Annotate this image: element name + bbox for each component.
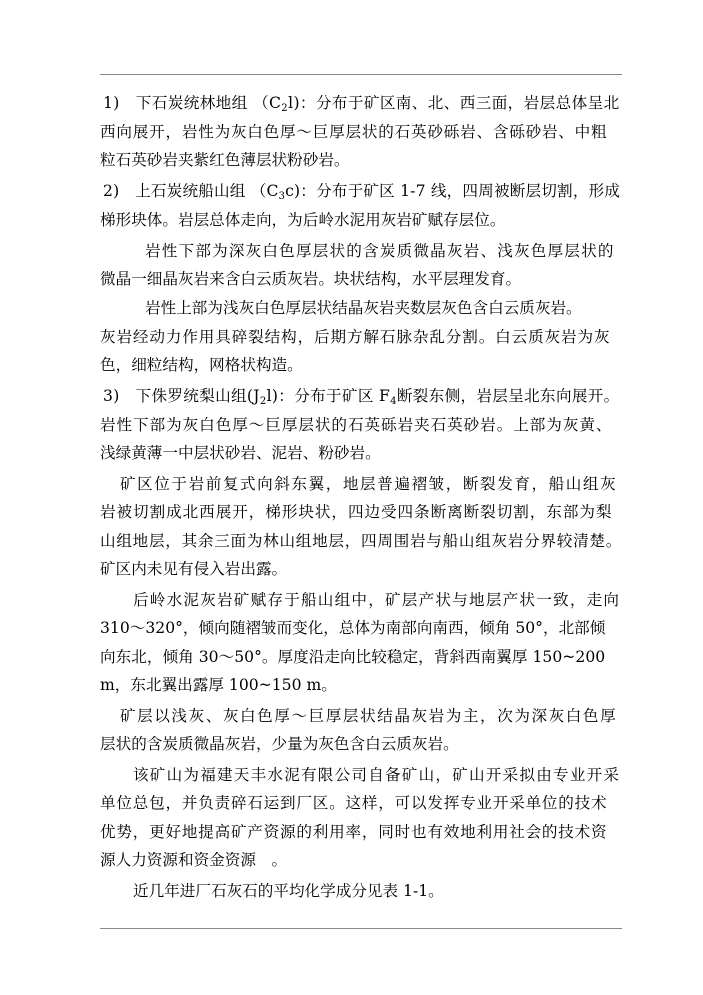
text-run: 西向展开，岩性为灰白色厚～巨厚层状的石英砂砾岩、含砾砂岩、中粗 bbox=[100, 123, 608, 141]
text-run: 源人力资源和资金资源 。 bbox=[100, 851, 288, 869]
paragraph-line bbox=[100, 675, 337, 695]
text-run: c)：分布于矿区 1-7 线，四周被断层切割，形成 bbox=[285, 182, 621, 200]
text-run: 岩性下部为灰白色厚～巨厚层状的石英砾岩夹石英砂岩。上部为灰黄、 bbox=[100, 416, 613, 434]
paragraph-line bbox=[100, 850, 287, 870]
text-run: 粒石英砂岩夹紫红色薄层状粉砂岩。 bbox=[100, 151, 350, 169]
subscript: 2 bbox=[281, 103, 289, 114]
text-run: 该矿山为福建天丰水泥有限公司自备矿山，矿山开采拟由专业开采 bbox=[133, 766, 621, 784]
paragraph-line bbox=[120, 474, 617, 494]
paragraph-line bbox=[145, 298, 582, 318]
header-rule bbox=[100, 74, 622, 75]
text-run: 310～320°，倾向随褶皱而变化，总体为南部向南西，倾角 50°，北部倾 bbox=[100, 619, 606, 637]
text-run: 向东北，倾角 30～50°。厚度沿走向比较稳定，背斜西南翼厚 150~200 bbox=[100, 648, 606, 666]
paragraph-line bbox=[103, 93, 620, 113]
text-run: 2) 上石炭统船山组 （C bbox=[103, 182, 279, 200]
subscript: 4 bbox=[390, 396, 397, 407]
paragraph-line bbox=[103, 386, 620, 406]
paragraph-line bbox=[100, 822, 607, 842]
text-run: 优势，更好地提高矿产资源的利用率，同时也有效地利用社会的技术资 bbox=[100, 823, 608, 841]
text-run: 山组地层，其余三面为林山组地层，四周围岩与船山组灰岩分界较清楚。 bbox=[100, 532, 623, 550]
paragraph-line bbox=[100, 150, 350, 170]
paragraph-line bbox=[100, 269, 521, 289]
text-run: 3) 下侏罗统梨山组(J bbox=[103, 387, 260, 405]
paragraph-line bbox=[133, 765, 620, 785]
subscript: 3 bbox=[278, 191, 286, 202]
text-run: 断裂东侧，岩层呈北东向展开。 bbox=[396, 387, 620, 405]
text-run: 1) 下石炭统林地组 （C bbox=[103, 94, 282, 112]
paragraph-line bbox=[133, 881, 444, 901]
text-run: 微晶一细晶灰岩来含白云质灰岩。块状结构，水平层理发育。 bbox=[100, 270, 522, 288]
paragraph-line bbox=[100, 618, 605, 638]
text-run: 灰岩经动力作用具碎裂结构，后期方解石脉杂乱分割。白云质灰岩为灰 bbox=[100, 328, 611, 346]
paragraph-line bbox=[100, 122, 607, 142]
text-run: 浅绿黄薄一中层状砂岩、泥岩、粉砂岩。 bbox=[100, 444, 381, 462]
paragraph-line bbox=[100, 647, 605, 667]
paragraph-line bbox=[100, 327, 610, 347]
text-run: 后岭水泥灰岩矿赋存于船山组中，矿层产状与地层产状一致，走向 bbox=[133, 591, 621, 609]
text-run: 近几年进厂石灰石的平均化学成分见表 1-1。 bbox=[133, 882, 444, 900]
paragraph-line bbox=[100, 734, 459, 754]
footer-rule bbox=[100, 928, 622, 929]
text-run: 单位总包，并负责碎石运到厂区。这样，可以发挥专业开采单位的技术 bbox=[100, 794, 608, 812]
paragraph-line bbox=[133, 590, 620, 610]
text-run: 梯形块体。岩层总体走向，为后岭水泥用灰岩矿赋存层位。 bbox=[100, 211, 506, 229]
paragraph-line bbox=[100, 415, 612, 435]
paragraph-line bbox=[120, 706, 617, 726]
paragraph-line bbox=[100, 355, 303, 375]
paragraph-line bbox=[100, 210, 505, 230]
paragraph-line bbox=[100, 559, 287, 579]
paragraph-line bbox=[100, 531, 622, 551]
text-run: 色，细粒结构，网格状构造。 bbox=[100, 356, 303, 374]
paragraph-line bbox=[103, 181, 620, 201]
text-run: 矿区内未见有侵入岩出露。 bbox=[100, 560, 288, 578]
text-run: 岩性下部为深灰白色厚层状的含炭质微晶灰岩、浅灰色厚层状的 bbox=[145, 242, 615, 260]
text-run: l)：分布于矿区南、北、西三面，岩层总体呈北 bbox=[288, 94, 620, 112]
text-run: 矿区位于岩前复式向斜东翼，地层普遍褶皱，断裂发育，船山组灰 bbox=[120, 475, 618, 493]
text-run: l)：分布于矿区 F bbox=[266, 387, 391, 405]
text-run: 岩被切割成北西展开，梯形块状，四边受四条断离断裂切割，东部为梨 bbox=[100, 503, 613, 521]
text-run: 层状的含炭质微晶灰岩，少量为灰色含白云质灰岩。 bbox=[100, 735, 459, 753]
paragraph-line bbox=[100, 793, 607, 813]
text-run: m，东北翼出露厚 100~150 m。 bbox=[100, 676, 337, 694]
text-run: 岩性上部为浅灰白色厚层状结晶灰岩夹数层灰色含白云质灰岩。 bbox=[145, 299, 582, 317]
text-run: 矿层以浅灰、灰白色厚～巨厚层状结晶灰岩为主，次为深灰白色厚 bbox=[120, 707, 618, 725]
subscript: 2 bbox=[259, 396, 267, 407]
paragraph-line bbox=[145, 241, 615, 261]
paragraph-line bbox=[100, 443, 381, 463]
paragraph-line bbox=[100, 502, 612, 522]
